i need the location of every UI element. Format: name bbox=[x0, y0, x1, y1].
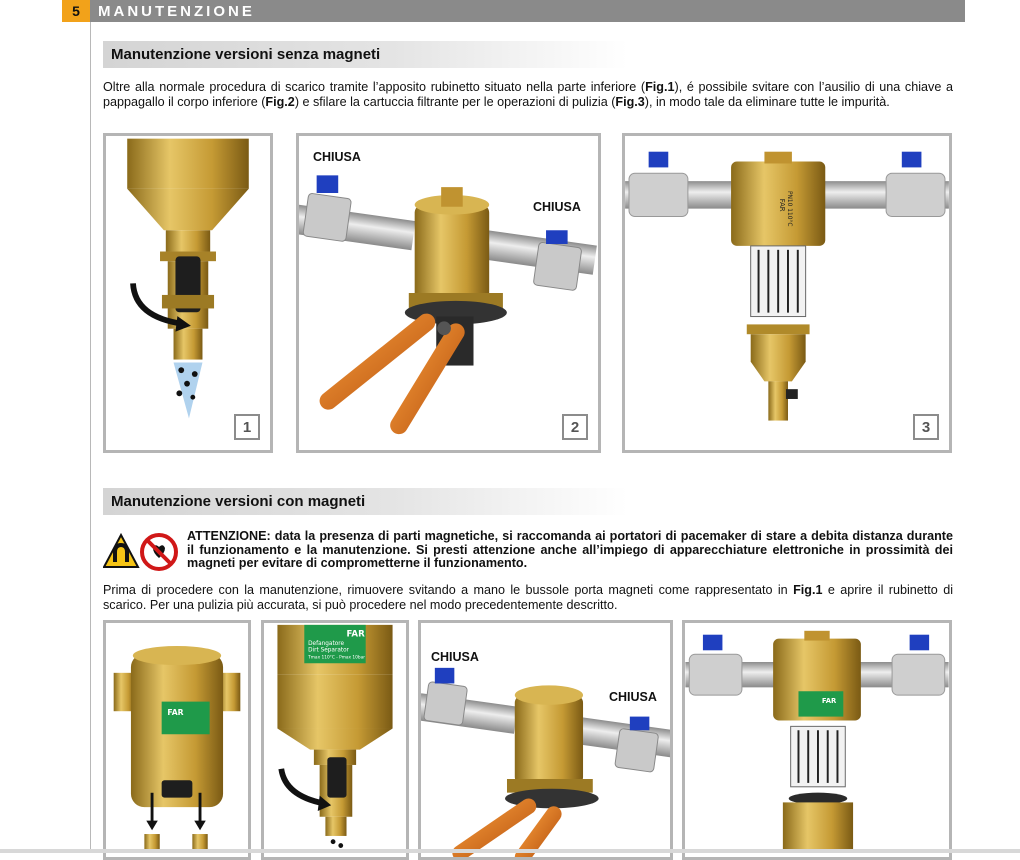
product-brand: FAR bbox=[346, 629, 365, 640]
subheading-with-magnets: Manutenzione versioni con magneti bbox=[103, 488, 628, 515]
magnet-sleeve-illustration bbox=[106, 623, 248, 857]
figure-1-drain bbox=[103, 133, 273, 453]
page-bottom-edge bbox=[0, 849, 1020, 853]
product-brand: FAR bbox=[821, 696, 837, 705]
section-title: MANUTENZIONE bbox=[90, 0, 965, 22]
body-marking: FAR bbox=[778, 198, 787, 212]
pacemaker-warning bbox=[103, 530, 953, 576]
label-closed-left: CHIUSA bbox=[313, 150, 361, 164]
label-closed-right: CHIUSA bbox=[609, 690, 657, 704]
cartridge-removal-illustration bbox=[625, 136, 949, 450]
product-line2: Dirt Separator bbox=[308, 647, 349, 654]
intro-paragraph: Oltre alla normale procedura di scarico tramite l’apposito rubinetto situato nella parte inferiore (Fig.1), é possibile svitare con l’ausilio di una chiave a pappagallo il corpo inferiore (Fig.2) e sfilare la cartuccia filtrante per le operazioni di pulizia (Fig.3), in modo tale da eliminare tutte le impurità. bbox=[103, 80, 953, 109]
drain-with-label-illustration bbox=[264, 623, 406, 857]
subheading-no-magnets: Manutenzione versioni senza magneti bbox=[103, 41, 628, 68]
figure-number: 2 bbox=[562, 414, 588, 440]
section-header-bar bbox=[62, 0, 965, 22]
procedure-paragraph: Prima di procedere con la manutenzione, rimuovere svitando a mano le bussole porta magneti come rappresentato in Fig.1 e aprire il rubinetto di scarico. Per una pulizia più accurata, si può procedere nel modo precedentemente descritto. bbox=[103, 583, 953, 612]
product-line1: Defangatore bbox=[308, 641, 345, 648]
figure-number: 1 bbox=[234, 414, 260, 440]
figure-3-cartridge bbox=[622, 133, 952, 453]
wrench-unscrewing-illustration bbox=[299, 136, 598, 450]
section-number: 5 bbox=[62, 0, 90, 22]
figure-drain-magnet-version bbox=[261, 620, 409, 860]
figure-number: 3 bbox=[913, 414, 939, 440]
cartridge-magnet-illustration bbox=[685, 623, 949, 857]
label-closed-right: CHIUSA bbox=[533, 200, 581, 214]
body-marking-2: PN10 110°C bbox=[785, 190, 792, 227]
warning-icons bbox=[103, 532, 179, 572]
drain-valve-illustration bbox=[106, 136, 270, 450]
page-margin-line bbox=[90, 0, 91, 853]
magnet-warning-icon bbox=[104, 535, 138, 567]
figure-2-wrench bbox=[296, 133, 601, 453]
figure-magnet-removal bbox=[103, 620, 251, 860]
figure-wrench-magnet-version bbox=[418, 620, 673, 860]
product-brand: FAR bbox=[167, 708, 184, 718]
warning-text: ATTENZIONE: data la presenza di parti magnetiche, si raccomanda ai portatori di pacemaker di stare a debita distanza durante il funzionamento e la manutenzione. Si presti attenzione anche all’impiego di apparecchiature elettroniche in prossimità dei magneti per evitare di comprometterne il funzionamento. bbox=[187, 529, 953, 570]
label-closed-left: CHIUSA bbox=[431, 650, 479, 664]
product-line3: Tmax 110°C - Pmax 10bar bbox=[308, 655, 366, 661]
figure-cartridge-magnet-version bbox=[682, 620, 952, 860]
